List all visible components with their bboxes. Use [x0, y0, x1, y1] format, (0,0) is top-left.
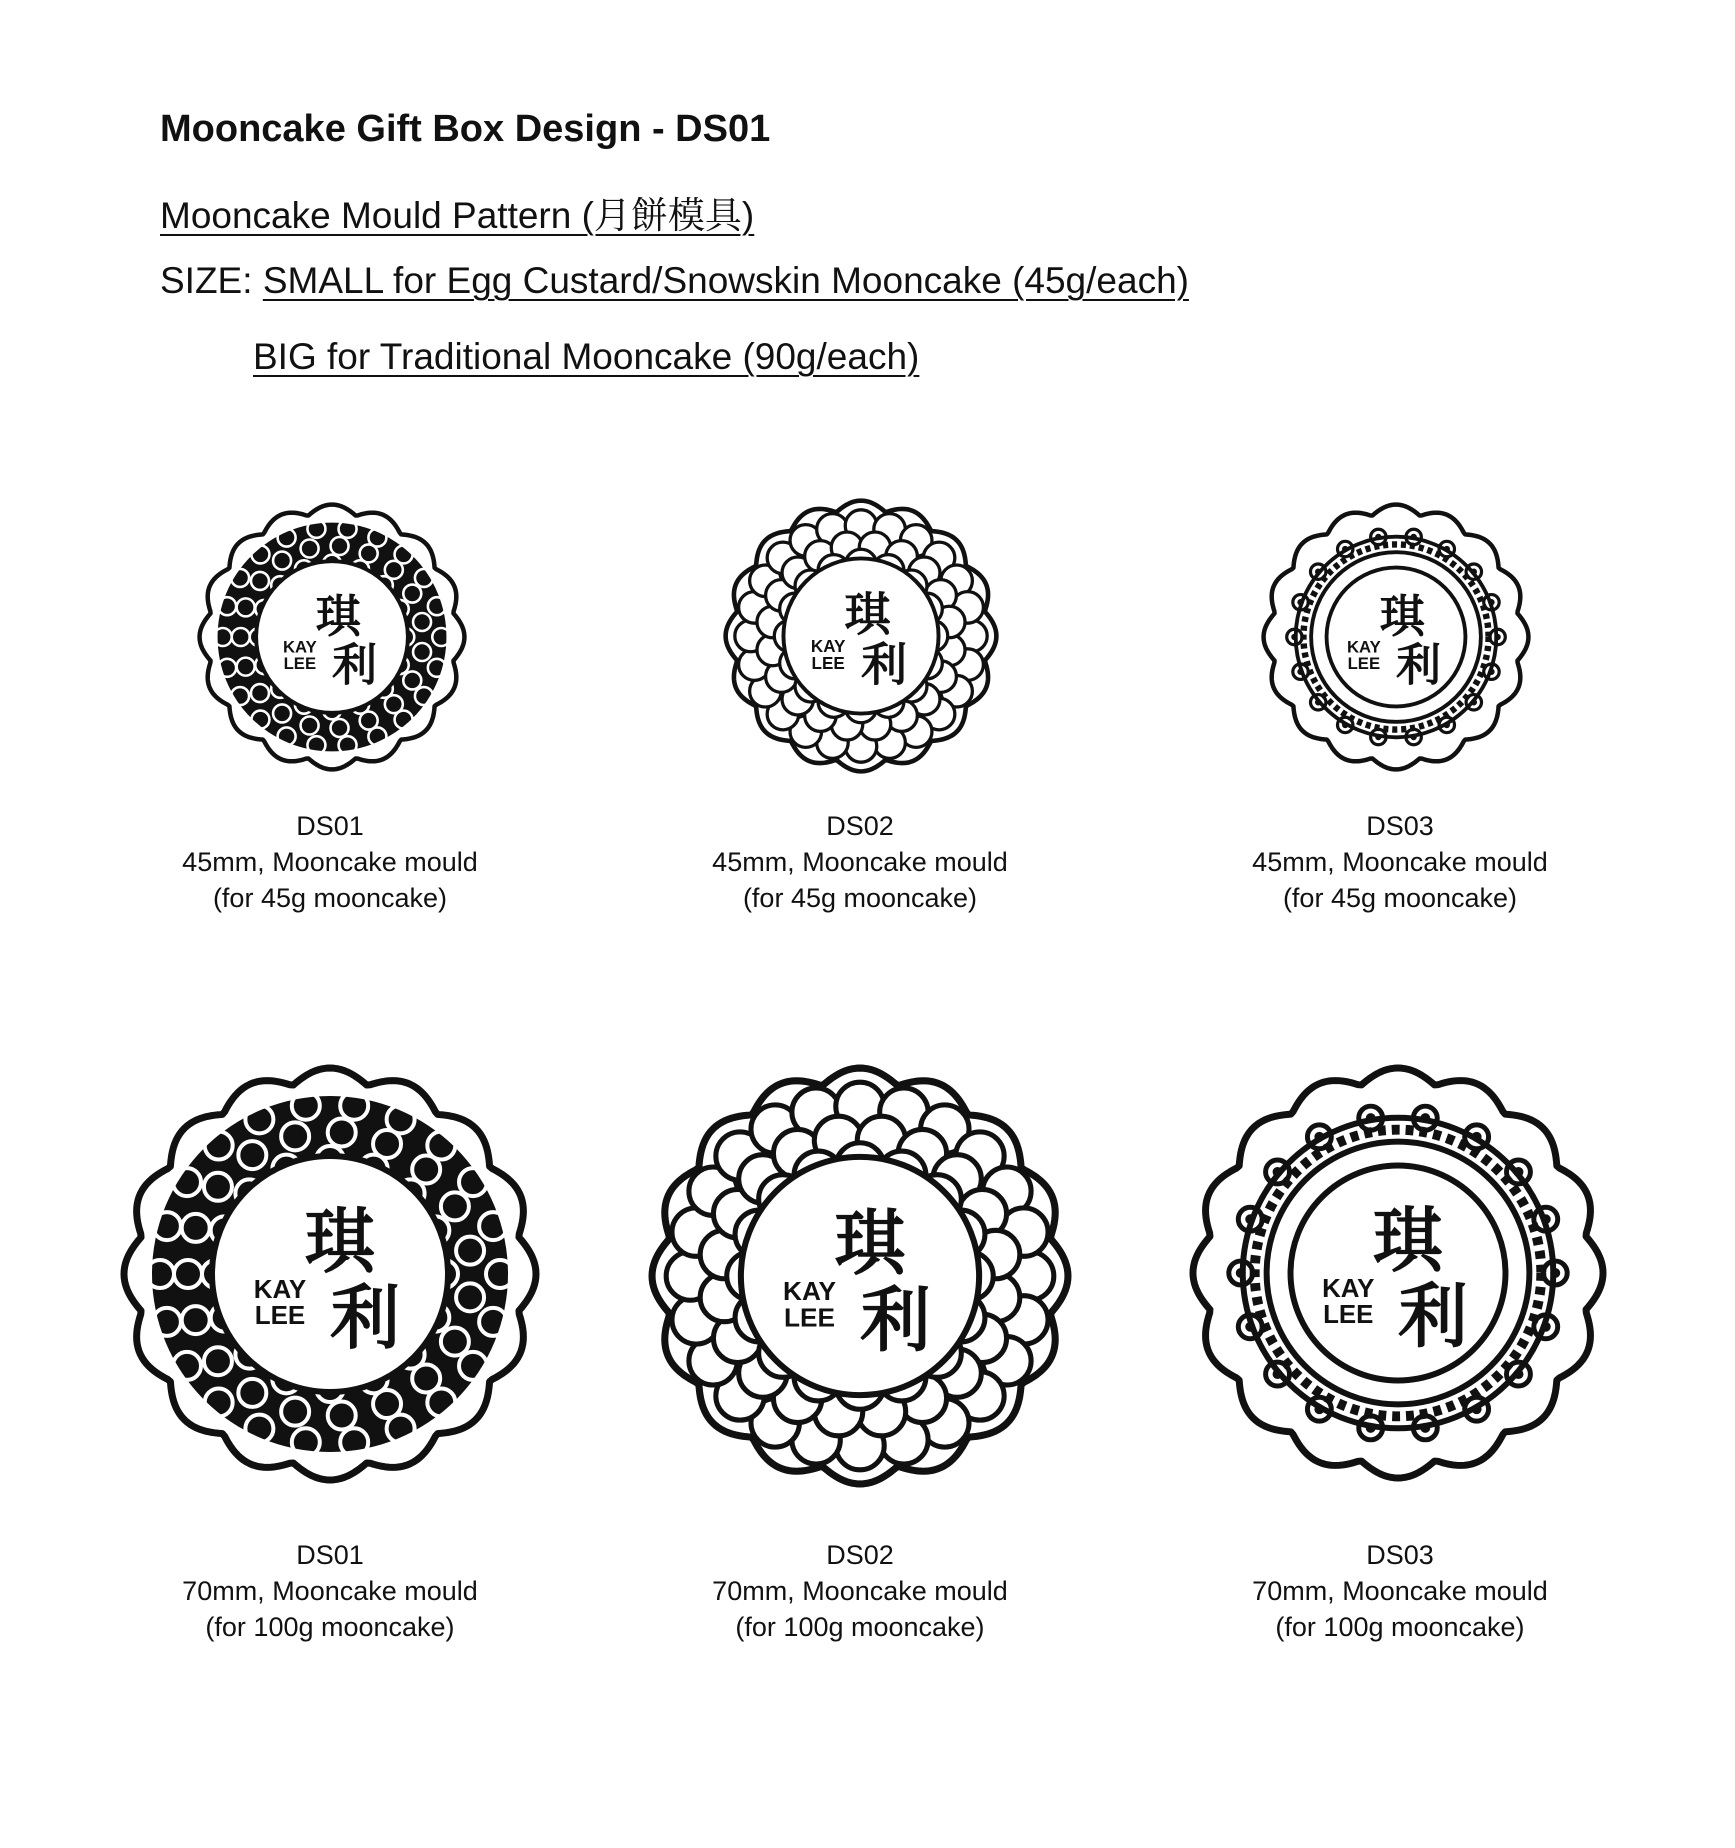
caption-note: (for 100g mooncake)	[735, 1612, 985, 1642]
stamp-en-bottom: LEE	[1323, 1300, 1374, 1329]
caption-note: (for 100g mooncake)	[205, 1612, 455, 1642]
stamp-en-bottom: LEE	[1347, 654, 1381, 674]
size-small: SMALL for Egg Custard/Snowskin Mooncake (45g/each)	[262, 260, 1189, 301]
stamp-cn-bottom: 利	[861, 637, 907, 692]
mould-ds01-big	[120, 1064, 540, 1484]
stamp-en-top: KAY	[282, 637, 317, 657]
pattern-label	[160, 185, 754, 239]
caption-ds02-small	[650, 808, 1070, 916]
caption-spec: 70mm, Mooncake mould	[1252, 1576, 1548, 1606]
caption-code: DS03	[1366, 811, 1434, 841]
mould-ds03-small	[1261, 502, 1531, 772]
stamp-en-bottom: LEE	[254, 1300, 306, 1330]
stamp-cn-bottom: 利	[1398, 1276, 1468, 1358]
stamp-cn-top: 琪	[844, 587, 891, 642]
size-prefix: SIZE:	[160, 260, 253, 301]
stamp-cn-bottom: 利	[1395, 638, 1442, 692]
size-line-big	[253, 336, 919, 378]
pattern-label-text: Mooncake Mould Pattern (月餅模具)	[160, 195, 755, 236]
mould-ds02-small	[723, 498, 999, 774]
caption-code: DS03	[1366, 1540, 1434, 1570]
stamp-en-bottom: LEE	[811, 653, 845, 673]
stamp-en-top: KAY	[810, 636, 846, 656]
page-title: Mooncake Gift Box Design - DS01	[160, 108, 771, 150]
stamp-en-top: KAY	[1346, 637, 1381, 657]
stamp-en-top: KAY	[253, 1274, 307, 1304]
caption-ds01-big	[120, 1537, 540, 1645]
mould-ds03-big	[1189, 1064, 1607, 1482]
size-big: BIG for Traditional Mooncake (90g/each)	[253, 336, 920, 377]
stamp-cn-bottom: 利	[330, 1276, 400, 1359]
caption-spec: 45mm, Mooncake mould	[182, 847, 478, 877]
stamp-en-top: KAY	[1322, 1274, 1375, 1303]
caption-ds02-big	[650, 1537, 1070, 1645]
caption-note: (for 100g mooncake)	[1275, 1612, 1525, 1642]
stamp-cn-top: 琪	[305, 1200, 375, 1283]
caption-spec: 70mm, Mooncake mould	[712, 1576, 1008, 1606]
caption-code: DS01	[296, 1540, 364, 1570]
caption-note: (for 45g mooncake)	[212, 883, 448, 913]
caption-spec: 45mm, Mooncake mould	[712, 847, 1008, 877]
size-line-small	[160, 260, 1189, 302]
stamp-cn-top: 琪	[1373, 1201, 1443, 1283]
stamp-en-bottom: LEE	[283, 654, 317, 674]
caption-spec: 70mm, Mooncake mould	[182, 1576, 478, 1606]
caption-code: DS02	[826, 1540, 894, 1570]
caption-ds03-small	[1190, 808, 1610, 916]
stamp-cn-top: 琪	[315, 589, 361, 643]
stamp-en-bottom: LEE	[784, 1302, 836, 1333]
caption-note: (for 45g mooncake)	[1282, 883, 1518, 913]
stamp-cn-top: 琪	[834, 1201, 906, 1285]
stamp-cn-bottom: 利	[859, 1278, 931, 1362]
mould-ds02-big	[648, 1064, 1072, 1488]
caption-ds03-big	[1190, 1537, 1610, 1645]
stamp-cn-bottom: 利	[331, 638, 378, 692]
caption-code: DS02	[826, 811, 894, 841]
caption-code: DS01	[296, 811, 364, 841]
caption-ds01-small	[120, 808, 540, 916]
caption-note: (for 45g mooncake)	[742, 883, 978, 913]
caption-spec: 45mm, Mooncake mould	[1252, 847, 1548, 877]
stamp-en-top: KAY	[783, 1276, 837, 1307]
stamp-cn-top: 琪	[1379, 589, 1425, 643]
mould-ds01-small	[197, 502, 467, 772]
